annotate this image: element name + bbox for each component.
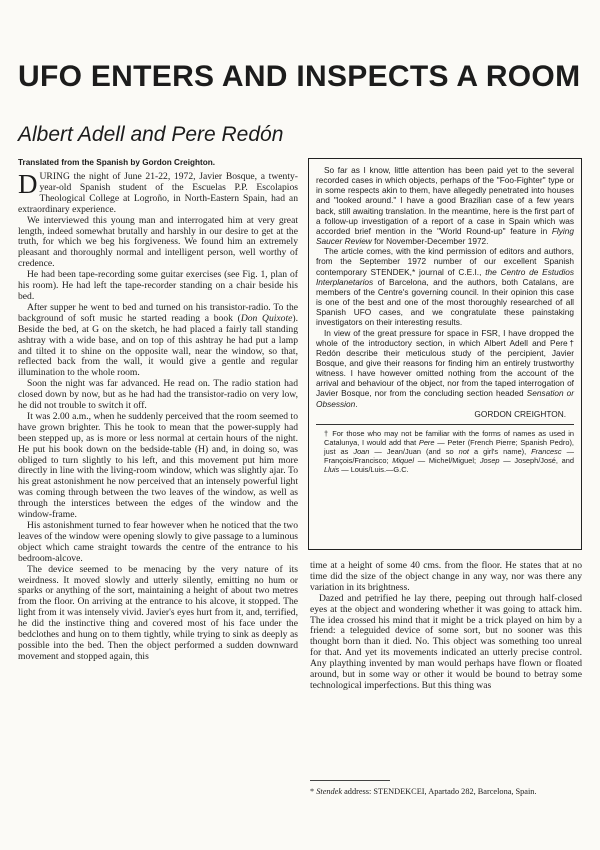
text-run: ). Beside the bed, at G on the sketch, he had placed a fairly tall standing ashtray with a wide base, and on top of this ashtray he had put a lamp and tilted it to shine on the opposite wall, near the window, so that, reflected back from the wall, it would give a gentle and regular illumination to the whole room. (18, 312, 298, 379)
text-run: of Barcelona, and the authors, both Catalans, are members of the Centre's governing council. In their opinion this case is one of the best and one of the most thoroughly researched of all Spanish UFO cases, and we congratulate these painstaking investigators on their interesting results. (316, 276, 574, 328)
footnote-text: address: STENDEKCEI, Apartado 282, Barcelona, Spain. (342, 787, 537, 796)
body-paragraph: It was 2.00 a.m., when he suddenly perceived that the room seemed to have grown brighter. This he took to mean that the power-supply had been stepped up, as is more or less normal at certain hours of the night. He put his book down on the bedside-table (H) and, in doing so, was obliged to turn slightly to his left, and this movement put him more directly in line with the living-room window, which was slightly ajar. To his great astonishment he now perceived that an intensely powerful light was coming through between the two leaves of the window, as well as through the interstices between the edges of the window and the window-frame. (18, 410, 298, 521)
body-paragraph: Dazed and petrified he lay there, peeping out through half-closed eyes at the object and wondering whether it was going to attack him. The idea crossed his mind that it might be a trick played on him by a friend: a teleguided device of some sort, but no sooner was this thought born than it died. No. This object was something too unreal for that. And yet its movements indicated an utterly precise control. Any plaything invented by man would perhaps have flown or floated around, but in some way or other it would be bound to betray some technological imperfections. But this thing was (310, 592, 582, 691)
editor-note-paragraph (316, 246, 574, 327)
article-authors: Albert Adell and Pere Redón (18, 123, 284, 146)
text-run: — Louis/Luis.—G.C. (339, 464, 409, 474)
text-run: — François/Francisco; (324, 446, 574, 465)
text-run: — Joseph/José, and (499, 455, 574, 465)
text-run: — Michel/Miguel; (414, 455, 480, 465)
editor-note-box (308, 158, 582, 550)
name-term: Josep (479, 455, 500, 465)
text-run: The article comes, with the kind permission of editors and authors, from the September 1972 number of our excellent Spanish contemporary STENDEK,* journal of C.E.I., (316, 246, 574, 277)
names-footnote (316, 429, 574, 474)
body-paragraph: He had been tape-recording some guitar exercises (see Fig. 1, plan of his room). He had left the tape-recorder standing on a chair beside his bed. (18, 269, 298, 302)
body-paragraph: We interviewed this young man and interrogated him at very great length, indeed somewhat brutally and harshly in our desire to get at the truth, for which we beg his forgiveness. We found him an extremely pleasant and thoroughly normal and intelligent person, well worthy of credence. (18, 214, 298, 270)
name-term: Miquel (392, 455, 414, 465)
book-title: Don Quixote (240, 312, 293, 324)
journal-title: Flying Saucer Review (316, 225, 574, 247)
emphasis: not (458, 446, 469, 456)
text-run: So far as I know, little attention has been paid yet to the several recorded cases in which objects, perhaps of the "Foo-Fighter" type or in some respects akin to them, have allegedly penetrated into houses and "looked around." I have a good Brazilian case of a few years back, still awaiting translation. In the meantime, here is the first part of a follow-up investigation of a report of a case in Spain which was accorded brief mention in the "World Round-up" feature in (316, 165, 574, 236)
paragraph-text: URING the night of June 21-22, 1972, Javier Bosque, a twenty-year-old Spanish student of the Escuelas P.P. Escolapios Theological College at Logroño, in North-Eastern Spain, had an extraordinary experience. (18, 171, 298, 215)
footnote-mark: * (310, 787, 317, 796)
article-title: UFO ENTERS AND INSPECTS A ROOM (18, 60, 581, 93)
drop-cap: D (18, 169, 38, 199)
editor-note-paragraph (316, 328, 574, 409)
editor-signature: GORDON CREIGHTON. (474, 408, 566, 419)
right-column (310, 561, 582, 692)
text-run: After supper he went to bed and turned on his transistor-radio. To the background of soft music he started reading a book ( (18, 301, 298, 324)
divider (316, 424, 574, 425)
name-term: Francesc (531, 446, 562, 456)
left-column (18, 169, 298, 663)
translator-credit: Translated from the Spanish by Gordon Creighton. (18, 158, 215, 167)
text-run: . (355, 398, 358, 409)
body-paragraph: The device seemed to be menacing by the very nature of its weirdness. It moved slowly and utterly silently, emitting no hum or sparks or anything of the sort, maintaining a height of about two metres from the floor. On arriving at the entrance to his alcove, it stopped. The light from it was intensely vivid. Javier's eyes hurt from it, and, terrified, he did the instinctive thing and covered most of his face under the bedclothes and hung on to them tightly, while trying to sink as deeply as possible into the bed. Then the object performed a sudden downward movement and stopped again, this (18, 563, 298, 662)
text-run: — Peter (French Pierre; Spanish Pedro), just as (324, 437, 574, 456)
body-paragraph: Soon the night was far advanced. He read on. The radio station had closed down by now, but as he had had the transistor-radio on very low, he did not trouble to switch it off. (18, 378, 298, 412)
name-term: Joan (353, 446, 370, 456)
text-run: for November-December 1972. (371, 236, 489, 247)
text-run: — Jean/Juan (and so (369, 446, 459, 456)
editor-note-paragraph (316, 165, 574, 246)
journal-name: Stendek (316, 787, 343, 796)
page-footnote (310, 787, 582, 798)
body-paragraph: time at a height of some 40 cms. from the floor. He states that at no time did the size of the object change in any way, nor was there any variation in its brightness. (310, 560, 582, 593)
text-run: † For those who may not be familiar with the forms of names as used in Catalunya, I would add that (324, 428, 574, 447)
body-paragraph (18, 303, 298, 379)
text-run: a girl's name), (468, 446, 532, 456)
text-run: In view of the great pressure for space in FSR, I have dropped the whole of the introductory section, in which Albert Adell and Pere† Redón describe their meticulous study of the percipient, Javier Bosque, and give their reasons for finding him an entirely trustworthy witness. I have however omitted nothing from the account of the arrival and behaviour of the object, nor from the taped interrogation of Javier Bosque, nor from the concluding section headed (316, 327, 574, 399)
opening-paragraph (18, 169, 298, 216)
body-paragraph: His astonishment turned to fear however when he noticed that the two leaves of the window were opening slowly to give passage to a luminous object which came straight towards the centre of the entrance to his bedroom-alcove. (18, 520, 298, 564)
name-term: Lluis (324, 464, 340, 474)
section-title: Sensation or Obsession (316, 388, 574, 409)
name-term: Pere (418, 437, 435, 447)
footnote-divider (310, 780, 390, 781)
organization-name: the Centro de Estudios Interplanetarios (316, 266, 574, 287)
